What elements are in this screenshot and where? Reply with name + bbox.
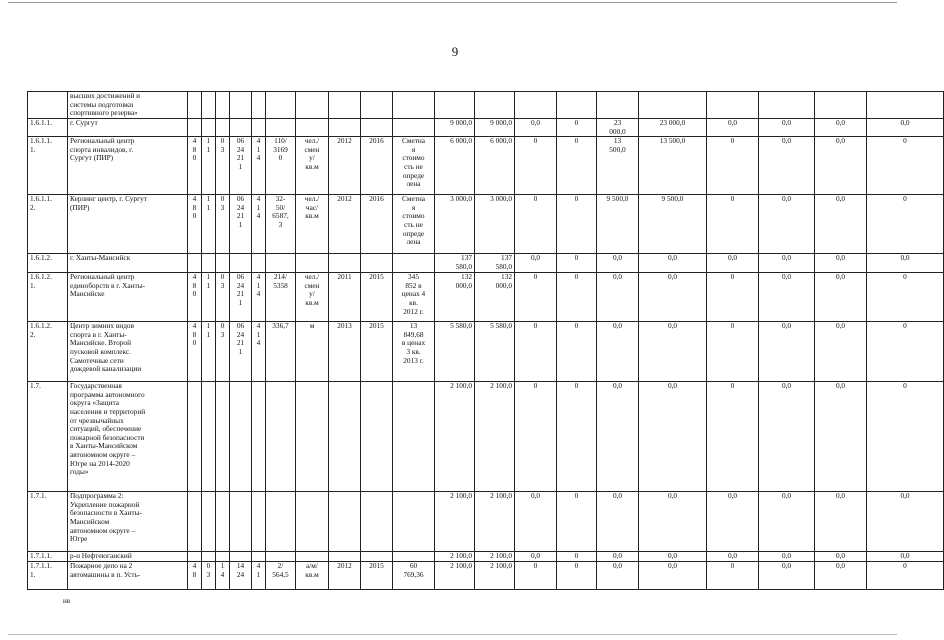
table-cell: 0,0 <box>867 552 944 562</box>
table-cell: 0 <box>707 382 759 492</box>
table-cell: 06 24 21 1 <box>230 195 252 254</box>
table-cell: 2012 <box>329 195 361 254</box>
table-cell <box>296 92 329 119</box>
table-cell: 1.6.1.1. 2. <box>28 195 68 254</box>
table-cell: 0 <box>867 195 944 254</box>
table-cell: 4 1 4 <box>252 273 266 322</box>
table-row <box>28 562 944 590</box>
table-cell: 2016 <box>361 195 393 254</box>
table-cell: 2013 <box>329 322 361 382</box>
table-cell: г. Ханты-Мансийск <box>68 254 188 273</box>
table-cell: 0 <box>515 195 557 254</box>
table-cell <box>202 254 216 273</box>
table-cell: 0 <box>557 254 597 273</box>
table-cell: 0 <box>557 322 597 382</box>
table-cell: 0,0 <box>815 254 867 273</box>
table-cell: 0,0 <box>759 562 815 590</box>
table-cell: 0,0 <box>759 322 815 382</box>
table-row <box>28 195 944 254</box>
table-cell: 0 <box>867 382 944 492</box>
table-cell <box>216 119 230 137</box>
table-cell: 1 1 <box>202 195 216 254</box>
table-cell: 0,0 <box>759 195 815 254</box>
table-cell: 214/ 5358 <box>266 273 296 322</box>
table-cell: 132 000,0 <box>435 273 475 322</box>
table-cell <box>515 92 557 119</box>
table-cell: 0,0 <box>759 382 815 492</box>
table-cell: 2015 <box>361 322 393 382</box>
table-cell <box>296 119 329 137</box>
table-row <box>28 273 944 322</box>
table-cell <box>202 552 216 562</box>
table-cell <box>475 92 515 119</box>
table-cell: 4 8 0 <box>188 195 202 254</box>
table-cell: 0 <box>515 273 557 322</box>
table-cell: 1 1 <box>202 137 216 195</box>
table-cell <box>393 254 435 273</box>
table-cell: 0 <box>867 322 944 382</box>
table-cell: 0,0 <box>639 254 707 273</box>
table-cell: 0 <box>557 137 597 195</box>
table-cell: 0 3 <box>216 195 230 254</box>
table-cell <box>815 92 867 119</box>
table-cell: 0,0 <box>515 254 557 273</box>
table-cell <box>393 119 435 137</box>
table-cell: 23 000,0 <box>597 119 639 137</box>
table-cell: 4 1 <box>252 562 266 590</box>
table-cell: 1.7. <box>28 382 68 492</box>
table-cell: 0 3 <box>202 562 216 590</box>
table-cell: 0 <box>707 562 759 590</box>
table-cell: 0,0 <box>707 119 759 137</box>
table-cell: чел./ час/ кв.м <box>296 195 329 254</box>
table-cell <box>361 254 393 273</box>
table-cell <box>266 119 296 137</box>
table-cell: 9 000,0 <box>435 119 475 137</box>
table-cell: 0 <box>557 562 597 590</box>
table-cell: 2 100,0 <box>435 382 475 492</box>
table-cell: 1.6.1.2. 1. <box>28 273 68 322</box>
table-cell: 9 500,0 <box>597 195 639 254</box>
table-cell <box>188 552 202 562</box>
table-cell: а/м/ кв.м <box>296 562 329 590</box>
table-cell: 2015 <box>361 273 393 322</box>
table-cell: Государственная программа автономного округа «Защита населения и территорий от чрезвычайных ситуаций, обеспечение пожарной безопасности в Ханты-Мансийском автономном округе – Югре на 2014-2020 годы» <box>68 382 188 492</box>
table-cell: 13 500,0 <box>597 137 639 195</box>
table-cell <box>216 382 230 492</box>
table-cell: 132 000,0 <box>475 273 515 322</box>
table-cell <box>230 92 252 119</box>
table-cell <box>230 552 252 562</box>
table-cell: 345 852 в ценах 4 кв. 2012 г. <box>393 273 435 322</box>
table-cell: 0,0 <box>597 492 639 552</box>
table-cell: 0,0 <box>815 552 867 562</box>
table-cell <box>329 492 361 552</box>
table-cell: м <box>296 322 329 382</box>
table-cell: 0 <box>557 195 597 254</box>
table-cell <box>188 254 202 273</box>
table-cell: 0,0 <box>867 492 944 552</box>
table-cell <box>296 492 329 552</box>
table-cell: 0,0 <box>639 273 707 322</box>
table-cell <box>329 552 361 562</box>
table-cell: 0,0 <box>639 562 707 590</box>
table-cell: Сметна я стоимо сть не опреде лена <box>393 195 435 254</box>
table-cell: 1 1 <box>202 322 216 382</box>
top-rule <box>8 2 897 3</box>
table-cell <box>867 92 944 119</box>
table-cell <box>393 492 435 552</box>
table-cell: 1 1 <box>202 273 216 322</box>
table-cell: 0 <box>557 492 597 552</box>
table-cell <box>188 492 202 552</box>
table-cell: 06 24 21 1 <box>230 322 252 382</box>
table-cell: 0,0 <box>815 195 867 254</box>
table-cell: 5 580,0 <box>475 322 515 382</box>
table-cell: 0,0 <box>759 273 815 322</box>
table-row <box>28 382 944 492</box>
table-cell <box>329 254 361 273</box>
table-cell <box>188 382 202 492</box>
table-cell: 0 <box>867 273 944 322</box>
table-cell: 1.6.1.2. <box>28 254 68 273</box>
table-cell: 0,0 <box>815 322 867 382</box>
table-row <box>28 137 944 195</box>
table-cell: 06 24 21 1 <box>230 273 252 322</box>
table-cell: Центр зимних видов спорта в г. Ханты- Мансийске. Второй пусковой комплекс. Самотечные сети дождевой канализации <box>68 322 188 382</box>
table-cell: 2 100,0 <box>435 562 475 590</box>
page-number: 9 <box>451 44 459 59</box>
table-cell: Региональный центр единоборств в г. Ханты- Мансийске <box>68 273 188 322</box>
table-cell: 0,0 <box>867 119 944 137</box>
table-cell: 4 1 4 <box>252 322 266 382</box>
table-cell <box>329 92 361 119</box>
table-cell: 9 000,0 <box>475 119 515 137</box>
table-cell: 4 8 <box>188 562 202 590</box>
table-cell: 1.6.1.1. 1. <box>28 137 68 195</box>
table-cell: чел./ смен у/ кв.м <box>296 273 329 322</box>
table-cell: 0 <box>707 322 759 382</box>
table-cell: 4 8 0 <box>188 322 202 382</box>
table-cell: 0,0 <box>759 137 815 195</box>
table-cell: 4 8 0 <box>188 137 202 195</box>
table-cell: 3 000,0 <box>435 195 475 254</box>
table-cell: 0,0 <box>707 492 759 552</box>
table-cell: 4 8 0 <box>188 273 202 322</box>
table-cell: 9 500,0 <box>639 195 707 254</box>
table-cell: 1 4 <box>216 562 230 590</box>
table-cell: 13 500,0 <box>639 137 707 195</box>
table-cell: 0 <box>557 382 597 492</box>
table-cell: 0 <box>707 273 759 322</box>
table-cell: 0,0 <box>597 562 639 590</box>
table-cell <box>296 254 329 273</box>
table-cell: 14 24 <box>230 562 252 590</box>
table-cell: 0 <box>515 322 557 382</box>
table-cell <box>188 119 202 137</box>
table-cell <box>266 552 296 562</box>
table-cell <box>216 254 230 273</box>
table-cell: 2011 <box>329 273 361 322</box>
table-cell: 2 100,0 <box>475 552 515 562</box>
table-cell: 0 <box>707 137 759 195</box>
table-cell <box>597 92 639 119</box>
table-cell <box>266 492 296 552</box>
table-cell: 0,0 <box>639 492 707 552</box>
table-cell: 2 100,0 <box>475 562 515 590</box>
table-cell: 0,0 <box>815 137 867 195</box>
table-cell: 110/ 3169 0 <box>266 137 296 195</box>
table-cell: 0 3 <box>216 322 230 382</box>
table-cell <box>252 492 266 552</box>
table-cell: 5 580,0 <box>435 322 475 382</box>
table-cell: 336,7 <box>266 322 296 382</box>
table-row <box>28 552 944 562</box>
table-cell: 0 <box>867 562 944 590</box>
table-cell <box>557 92 597 119</box>
table-row <box>28 322 944 382</box>
table-cell: 0,0 <box>597 254 639 273</box>
table-cell <box>361 382 393 492</box>
table-cell: 13 849,68 в ценах 3 кв. 2013 г. <box>393 322 435 382</box>
table-cell <box>202 92 216 119</box>
table-cell: 0 <box>515 382 557 492</box>
table-cell: 0,0 <box>515 552 557 562</box>
table-cell: чел./ смен у/ кв.м <box>296 137 329 195</box>
table-cell <box>230 119 252 137</box>
table-cell: г. Сургут <box>68 119 188 137</box>
table-cell: 0 <box>557 119 597 137</box>
table-cell: 1.7.1.1. <box>28 552 68 562</box>
table-cell: Пожарное депо на 2 автомашины в п. Усть- <box>68 562 188 590</box>
table-cell: 0,0 <box>815 562 867 590</box>
table-cell: Керлинг центр, г. Сургут (ПИР) <box>68 195 188 254</box>
table-cell <box>202 119 216 137</box>
table-cell: 137 580,0 <box>435 254 475 273</box>
table-cell <box>266 254 296 273</box>
table-cell: 6 000,0 <box>475 137 515 195</box>
table-cell <box>216 492 230 552</box>
table-cell <box>329 119 361 137</box>
table-row <box>28 92 944 119</box>
table-cell: 0 <box>707 195 759 254</box>
table-cell: 137 580,0 <box>475 254 515 273</box>
table-cell <box>216 552 230 562</box>
table-cell <box>202 382 216 492</box>
table-cell: 0,0 <box>515 492 557 552</box>
table-cell: Региональный центр спорта инвалидов, г. Сургут (ПИР) <box>68 137 188 195</box>
table-cell <box>393 382 435 492</box>
table-cell: 1.6.1.1. <box>28 119 68 137</box>
table-cell: 6 000,0 <box>435 137 475 195</box>
table-cell <box>252 254 266 273</box>
table-cell: 32- 50/ 6587, 3 <box>266 195 296 254</box>
table-cell: 0,0 <box>639 552 707 562</box>
table-cell: 0,0 <box>597 382 639 492</box>
table-cell: 0,0 <box>515 119 557 137</box>
table-cell <box>252 92 266 119</box>
table-cell: 0,0 <box>759 492 815 552</box>
table-cell <box>266 92 296 119</box>
table-cell: 1.7.1.1. 1. <box>28 562 68 590</box>
table-cell: 0,0 <box>597 322 639 382</box>
table-cell <box>230 254 252 273</box>
table-cell: 0,0 <box>759 552 815 562</box>
table-cell: 0,0 <box>759 119 815 137</box>
table-cell <box>361 92 393 119</box>
table-cell <box>361 119 393 137</box>
table-cell: 2015 <box>361 562 393 590</box>
table-cell <box>361 552 393 562</box>
table-cell: 0,0 <box>815 382 867 492</box>
table-cell: 4 1 4 <box>252 137 266 195</box>
table-cell: 1.6.1.2. 2. <box>28 322 68 382</box>
table-cell <box>252 552 266 562</box>
table-cell: 0,0 <box>867 254 944 273</box>
table-cell <box>759 92 815 119</box>
table-cell: 0,0 <box>597 273 639 322</box>
table-cell <box>639 92 707 119</box>
table-cell: 1.7.1. <box>28 492 68 552</box>
table-cell <box>230 492 252 552</box>
table-cell <box>361 492 393 552</box>
footer-mark: нв <box>63 597 71 605</box>
table-row <box>28 254 944 273</box>
table-cell <box>28 92 68 119</box>
table-cell <box>188 92 202 119</box>
table-cell <box>296 552 329 562</box>
table-cell: 0 <box>557 552 597 562</box>
table-cell: 2 100,0 <box>435 492 475 552</box>
table-cell <box>329 382 361 492</box>
table-cell <box>252 119 266 137</box>
table-cell: 2 100,0 <box>475 492 515 552</box>
table-row <box>28 119 944 137</box>
table-cell: 0 <box>557 273 597 322</box>
table-cell <box>202 492 216 552</box>
table-cell <box>252 382 266 492</box>
table-cell: 0 3 <box>216 273 230 322</box>
table-cell <box>216 92 230 119</box>
table-cell: 3 000,0 <box>475 195 515 254</box>
table-cell: Подпрограмма 2: Укрепление пожарной безопасности в Ханты- Мансийском автономном округе – Югре <box>68 492 188 552</box>
table-cell: 2016 <box>361 137 393 195</box>
table-cell: р-н Нефтеюганский <box>68 552 188 562</box>
table-cell: 0 <box>515 562 557 590</box>
table-cell: 0,0 <box>639 322 707 382</box>
investment-table <box>27 91 944 590</box>
table-cell: 2012 <box>329 137 361 195</box>
bottom-rule <box>8 634 897 635</box>
table-cell: 0,0 <box>815 119 867 137</box>
table-cell <box>707 92 759 119</box>
table-cell: 0 <box>867 137 944 195</box>
table-cell: Сметна я стоимо сть не опреде лена <box>393 137 435 195</box>
table-cell: 2012 <box>329 562 361 590</box>
table-cell: 60 769,36 <box>393 562 435 590</box>
table-cell: 0 3 <box>216 137 230 195</box>
table-cell: 2 100,0 <box>475 382 515 492</box>
table-cell <box>296 382 329 492</box>
table-cell: 0,0 <box>597 552 639 562</box>
table-cell: 0,0 <box>815 273 867 322</box>
table-cell <box>393 552 435 562</box>
table-cell: высших достижений и системы подготовки спортивного резерва» <box>68 92 188 119</box>
table-cell: 2/ 564,5 <box>266 562 296 590</box>
table-cell: 0,0 <box>639 382 707 492</box>
table-cell: 06 24 21 1 <box>230 137 252 195</box>
table-cell: 4 1 4 <box>252 195 266 254</box>
table-cell <box>266 382 296 492</box>
table-cell: 0,0 <box>707 552 759 562</box>
table-cell <box>393 92 435 119</box>
table-cell <box>230 382 252 492</box>
table-cell: 0,0 <box>707 254 759 273</box>
table-cell: 0 <box>515 137 557 195</box>
table-row <box>28 492 944 552</box>
table-cell <box>435 92 475 119</box>
table-cell: 0,0 <box>815 492 867 552</box>
table-cell: 0,0 <box>759 254 815 273</box>
table-cell: 23 000,0 <box>639 119 707 137</box>
table-cell: 2 100,0 <box>435 552 475 562</box>
